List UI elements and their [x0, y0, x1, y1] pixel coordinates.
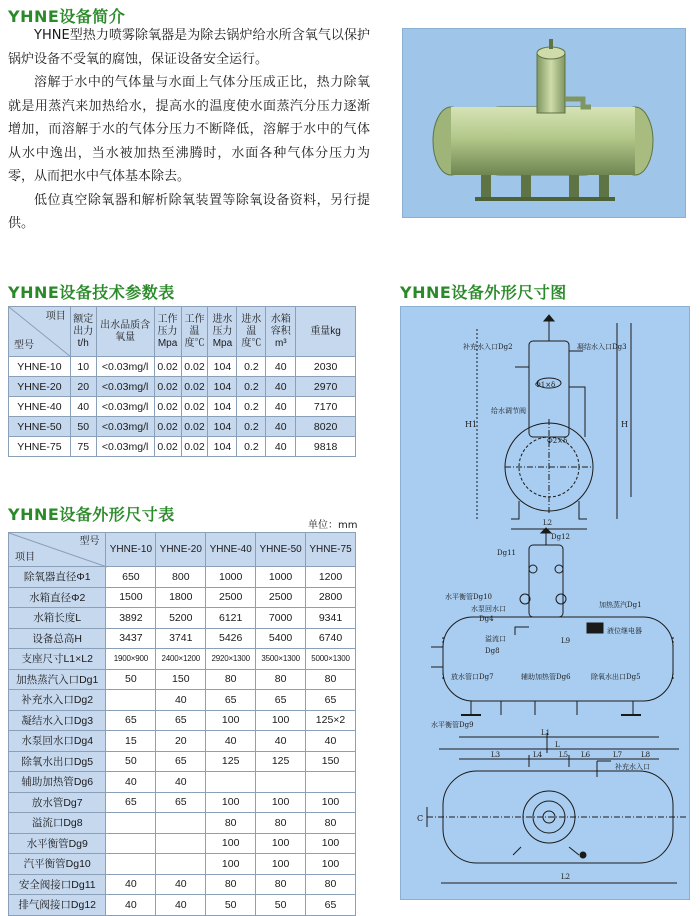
spec-row: [9, 397, 356, 417]
dimension-diagram: [400, 306, 690, 900]
spec-cell: 0.02: [154, 377, 181, 397]
spec-row: [9, 357, 356, 377]
spec-cell: 104: [208, 397, 237, 417]
label-deox-outlet: 除氧水出口Dg5: [591, 673, 641, 681]
dim-label-cell: 设备总高H: [9, 628, 106, 649]
dim-row: [9, 649, 356, 670]
spec-model-cell: YHNE-10: [9, 357, 71, 377]
dim-cell: 125×2: [306, 710, 356, 731]
dim-cell: 100: [306, 792, 356, 813]
dim-cell: [106, 854, 156, 875]
label-l2-bottom: L2: [561, 873, 571, 881]
diagram-title: YHNE设备外形尺寸图: [400, 283, 567, 302]
product-photo: [402, 28, 686, 218]
spec-cell: 0.2: [237, 417, 266, 437]
spec-model-cell: YHNE-50: [9, 417, 71, 437]
spec-cell: 50: [70, 417, 96, 437]
dim-cell: 80: [306, 874, 356, 895]
dim-cell: 40: [256, 731, 306, 752]
spec-cell: <0.03mg/l: [96, 377, 154, 397]
spec-cell: 0.02: [154, 397, 181, 417]
spec-cell: 9818: [296, 437, 356, 457]
label-l2-top: L2: [543, 519, 553, 527]
dim-cell: 6121: [206, 608, 256, 629]
spec-header: 水箱容积m³: [266, 307, 296, 357]
dim-cell: [106, 690, 156, 711]
spec-cell: <0.03mg/l: [96, 397, 154, 417]
dim-cell: 100: [206, 710, 256, 731]
spec-cell: 40: [266, 417, 296, 437]
dim-cell: 65: [256, 690, 306, 711]
spec-cell: 7170: [296, 397, 356, 417]
dim-cell: 125: [206, 751, 256, 772]
dim-model-header: YHNE-50: [256, 533, 306, 567]
spec-cell: 0.2: [237, 377, 266, 397]
dim-cell: [106, 813, 156, 834]
dim-cell: 650: [106, 567, 156, 588]
dim-row: [9, 567, 356, 588]
spec-cell: <0.03mg/l: [96, 357, 154, 377]
dim-cell: 5000×1300: [306, 649, 356, 670]
dim-row: [9, 895, 356, 916]
label-l4: L4: [533, 751, 543, 759]
dim-cell: 100: [256, 833, 306, 854]
label-water-balance-top: 水平衡管Dg10: [445, 593, 493, 601]
label-l: L: [555, 741, 560, 749]
dim-cell: 100: [256, 710, 306, 731]
dim-row: [9, 628, 356, 649]
label-heating-steam: 加热蒸汽Dg1: [599, 601, 642, 609]
dim-cell: 6740: [306, 628, 356, 649]
dim-label-cell: 放水管Dg7: [9, 792, 106, 813]
dim-row: [9, 690, 356, 711]
intro-paragraph-1: YHNE型热力喷雾除氧器是为除去锅炉给水所含氧气以保护锅炉设备不受氧的腐蚀，保证设备安全运行。: [8, 28, 370, 67]
label-l1: L1: [541, 729, 551, 737]
label-l6: L6: [581, 751, 591, 759]
dim-cell: 2500: [206, 587, 256, 608]
spec-header: 进水温度℃: [237, 307, 266, 357]
dim-cell: 100: [256, 854, 306, 875]
dim-cell: 800: [156, 567, 206, 588]
dim-label-cell: 水箱直径Φ2: [9, 587, 106, 608]
dim-cell: 80: [256, 669, 306, 690]
spec-header: 出水品质含氧量: [96, 307, 154, 357]
label-pump-return-dg: Dg4: [479, 615, 494, 623]
dim-cell: 65: [206, 690, 256, 711]
label-makeup-inlet: 补充水入口Dg2: [463, 343, 513, 351]
spec-row: [9, 437, 356, 457]
dim-cell: 40: [306, 731, 356, 752]
dim-row: [9, 669, 356, 690]
spec-cell: 8020: [296, 417, 356, 437]
spec-cell: 40: [266, 357, 296, 377]
spec-cell: 0.02: [181, 437, 208, 457]
dim-label-cell: 辅助加热管Dg6: [9, 772, 106, 793]
dim-row: [9, 731, 356, 752]
label-l3: L3: [491, 751, 501, 759]
spec-cell: 0.02: [181, 377, 208, 397]
dim-cell: 5400: [256, 628, 306, 649]
dim-cell: 40: [106, 772, 156, 793]
spec-cell: 0.2: [237, 357, 266, 377]
label-phi2: Φ2×δ: [547, 437, 568, 445]
spec-header: 额定出力t/h: [70, 307, 96, 357]
label-h: H: [621, 420, 628, 429]
dim-cell: [206, 772, 256, 793]
dim-cell: 40: [106, 874, 156, 895]
dim-label-cell: 除氧水出口Dg5: [9, 751, 106, 772]
dim-cell: 2800: [306, 587, 356, 608]
dim-cell: 2920×1300: [206, 649, 256, 670]
dim-cell: 1200: [306, 567, 356, 588]
spec-corner-top: 项目: [45, 311, 66, 322]
dim-cell: 40: [156, 690, 206, 711]
dim-cell: 80: [206, 874, 256, 895]
spec-header: 工作温度℃: [181, 307, 208, 357]
dim-cell: 40: [156, 772, 206, 793]
dim-label-cell: 溢流口Dg8: [9, 813, 106, 834]
plan-view: [427, 755, 687, 883]
dim-cell: 65: [306, 690, 356, 711]
dim-cell: 1900×900: [106, 649, 156, 670]
label-dg11: Dg11: [497, 549, 517, 557]
label-overflow: 溢流口: [485, 635, 506, 643]
dim-corner-cell: [9, 533, 106, 567]
dim-cell: 3892: [106, 608, 156, 629]
dim-label-cell: 支座尺寸L1×L2: [9, 649, 106, 670]
spec-cell: <0.03mg/l: [96, 417, 154, 437]
spec-row: [9, 417, 356, 437]
dim-cell: [156, 833, 206, 854]
spec-cell: 104: [208, 357, 237, 377]
spec-model-cell: YHNE-20: [9, 377, 71, 397]
dim-label-cell: 水泵回水口Dg4: [9, 731, 106, 752]
dim-row: [9, 854, 356, 875]
dim-row: [9, 874, 356, 895]
spec-model-cell: YHNE-75: [9, 437, 71, 457]
dim-row: [9, 710, 356, 731]
dim-cell: 5200: [156, 608, 206, 629]
dim-label-cell: 排气阀接口Dg12: [9, 895, 106, 916]
label-phi1: Φ1×δ: [535, 381, 556, 389]
dim-cell: 40: [206, 731, 256, 752]
dim-cell: 3741: [156, 628, 206, 649]
dim-cell: 50: [106, 669, 156, 690]
label-overflow-dg: Dg8: [485, 647, 500, 655]
dim-corner-top: 型号: [79, 536, 100, 547]
dim-table: [8, 532, 356, 916]
dim-row: [9, 772, 356, 793]
dim-corner-bottom: 项目: [15, 552, 35, 563]
spec-corner-bottom: 型号: [14, 340, 34, 351]
label-pump-return: 水泵回水口: [471, 605, 506, 613]
dim-row: [9, 792, 356, 813]
dim-cell: 80: [306, 813, 356, 834]
dim-cell: 80: [256, 874, 306, 895]
spec-table: [8, 306, 356, 457]
dim-cell: [256, 772, 306, 793]
dim-row: [9, 813, 356, 834]
dim-row: [9, 608, 356, 629]
dim-cell: 65: [156, 792, 206, 813]
dim-row: [9, 587, 356, 608]
spec-cell: 104: [208, 377, 237, 397]
label-condensate-inlet: 凝结水入口Dg3: [577, 343, 627, 351]
spec-cell: 0.02: [154, 437, 181, 457]
dim-model-header: YHNE-40: [206, 533, 256, 567]
spec-cell: 104: [208, 417, 237, 437]
dim-label-cell: 补充水入口Dg2: [9, 690, 106, 711]
dim-cell: 1500: [106, 587, 156, 608]
dim-cell: 2400×1200: [156, 649, 206, 670]
dim-cell: 1000: [256, 567, 306, 588]
dim-label-cell: 加热蒸汽入口Dg1: [9, 669, 106, 690]
label-drain: 放水管口Dg7: [451, 673, 494, 681]
dim-cell: [156, 854, 206, 875]
dim-cell: 150: [306, 751, 356, 772]
label-l9: L9: [561, 637, 571, 645]
spec-corner-cell: [9, 307, 71, 357]
dim-cell: 7000: [256, 608, 306, 629]
dim-cell: 50: [206, 895, 256, 916]
dim-cell: 50: [256, 895, 306, 916]
label-dg12: Dg12: [551, 533, 571, 541]
dim-cell: [306, 772, 356, 793]
intro-title: YHNE设备简介: [8, 7, 126, 26]
intro-paragraph-3: 低位真空除氧器和解析除氧装置等除氧设备资料，另行提供。: [8, 192, 370, 231]
intro-text: [8, 24, 370, 236]
dim-cell: 125: [256, 751, 306, 772]
spec-cell: 40: [266, 397, 296, 417]
dim-cell: 65: [306, 895, 356, 916]
deaerator-illustration: [403, 29, 687, 219]
dim-cell: 50: [106, 751, 156, 772]
dim-label-cell: 汽平衡管Dg10: [9, 854, 106, 875]
spec-header: 工作压力Mpa: [154, 307, 181, 357]
dim-cell: 5426: [206, 628, 256, 649]
spec-cell: 10: [70, 357, 96, 377]
spec-cell: 2970: [296, 377, 356, 397]
dim-label-cell: 安全阀接口Dg11: [9, 874, 106, 895]
dim-cell: 150: [156, 669, 206, 690]
dim-cell: 2500: [256, 587, 306, 608]
dim-cell: 3437: [106, 628, 156, 649]
dim-cell: [156, 813, 206, 834]
dim-cell: 40: [156, 874, 206, 895]
diagram-drawing: [401, 307, 691, 901]
spec-table-title: YHNE设备技术参数表: [8, 283, 175, 302]
spec-cell: 104: [208, 437, 237, 457]
dim-label-cell: 除氧器直径Φ1: [9, 567, 106, 588]
dim-cell: 65: [156, 751, 206, 772]
spec-cell: 40: [70, 397, 96, 417]
label-l5: L5: [559, 751, 569, 759]
label-level-relay: 液位继电器: [607, 627, 642, 635]
label-l7: L7: [613, 751, 623, 759]
spec-cell: 75: [70, 437, 96, 457]
dim-cell: 80: [256, 813, 306, 834]
label-water-balance-bottom: 水平衡管Dg9: [431, 721, 474, 729]
spec-model-cell: YHNE-40: [9, 397, 71, 417]
spec-cell: 0.2: [237, 437, 266, 457]
label-feed-valve: 给水调节阀: [491, 407, 526, 415]
front-view: [431, 528, 679, 753]
dim-cell: 1800: [156, 587, 206, 608]
label-l8: L8: [641, 751, 651, 759]
spec-cell: 40: [266, 437, 296, 457]
spec-cell: 0.02: [154, 417, 181, 437]
dim-cell: 65: [106, 710, 156, 731]
label-aux-heating: 辅助加热管Dg6: [521, 673, 571, 681]
dim-cell: 9341: [306, 608, 356, 629]
dim-label-cell: 水平衡管Dg9: [9, 833, 106, 854]
dim-cell: 80: [206, 669, 256, 690]
spec-header: 进水压力Mpa: [208, 307, 237, 357]
dim-cell: 20: [156, 731, 206, 752]
dim-cell: 65: [156, 710, 206, 731]
spec-cell: 0.02: [181, 357, 208, 377]
dim-cell: 100: [306, 854, 356, 875]
dim-row: [9, 833, 356, 854]
dim-cell: 40: [106, 895, 156, 916]
dim-cell: 100: [206, 854, 256, 875]
label-makeup-bottom: 补充水入口: [615, 763, 650, 771]
spec-cell: 0.2: [237, 397, 266, 417]
dim-cell: 80: [206, 813, 256, 834]
spec-header: 重量kg: [296, 307, 356, 357]
dim-table-title: YHNE设备外形尺寸表: [8, 505, 175, 524]
dim-cell: 100: [256, 792, 306, 813]
spec-cell: 0.02: [181, 417, 208, 437]
dim-table-unit: 单位：mm: [308, 520, 358, 531]
intro-paragraph-2: 溶解于水中的气体量与水面上气体分压成正比，热力除氧就是用蒸汽来加热给水，提高水的温度使水面蒸汽分压力逐渐增加，而溶解于水的气体分压力不断降低，溶解于水中的气体从水中逸出，当水被加热至沸腾时，水面各种气体分压力为零，从而把水中气体基本除去。: [8, 75, 370, 184]
dim-model-header: YHNE-20: [156, 533, 206, 567]
spec-cell: 0.02: [181, 397, 208, 417]
dim-cell: 80: [306, 669, 356, 690]
dim-model-header: YHNE-10: [106, 533, 156, 567]
spec-cell: 2030: [296, 357, 356, 377]
dim-row: [9, 751, 356, 772]
dim-cell: [106, 833, 156, 854]
label-c: C: [417, 814, 424, 823]
dim-model-header: YHNE-75: [306, 533, 356, 567]
dim-cell: 3500×1300: [256, 649, 306, 670]
dim-cell: 15: [106, 731, 156, 752]
dim-cell: 65: [106, 792, 156, 813]
dim-cell: 100: [306, 833, 356, 854]
dim-label-cell: 水箱长度L: [9, 608, 106, 629]
dim-label-cell: 凝结水入口Dg3: [9, 710, 106, 731]
dim-cell: 40: [156, 895, 206, 916]
dim-cell: 100: [206, 833, 256, 854]
label-h1: H1: [465, 420, 478, 429]
spec-cell: 20: [70, 377, 96, 397]
spec-cell: <0.03mg/l: [96, 437, 154, 457]
spec-row: [9, 377, 356, 397]
spec-cell: 40: [266, 377, 296, 397]
spec-cell: 0.02: [154, 357, 181, 377]
dim-cell: 1000: [206, 567, 256, 588]
dim-cell: 100: [206, 792, 256, 813]
